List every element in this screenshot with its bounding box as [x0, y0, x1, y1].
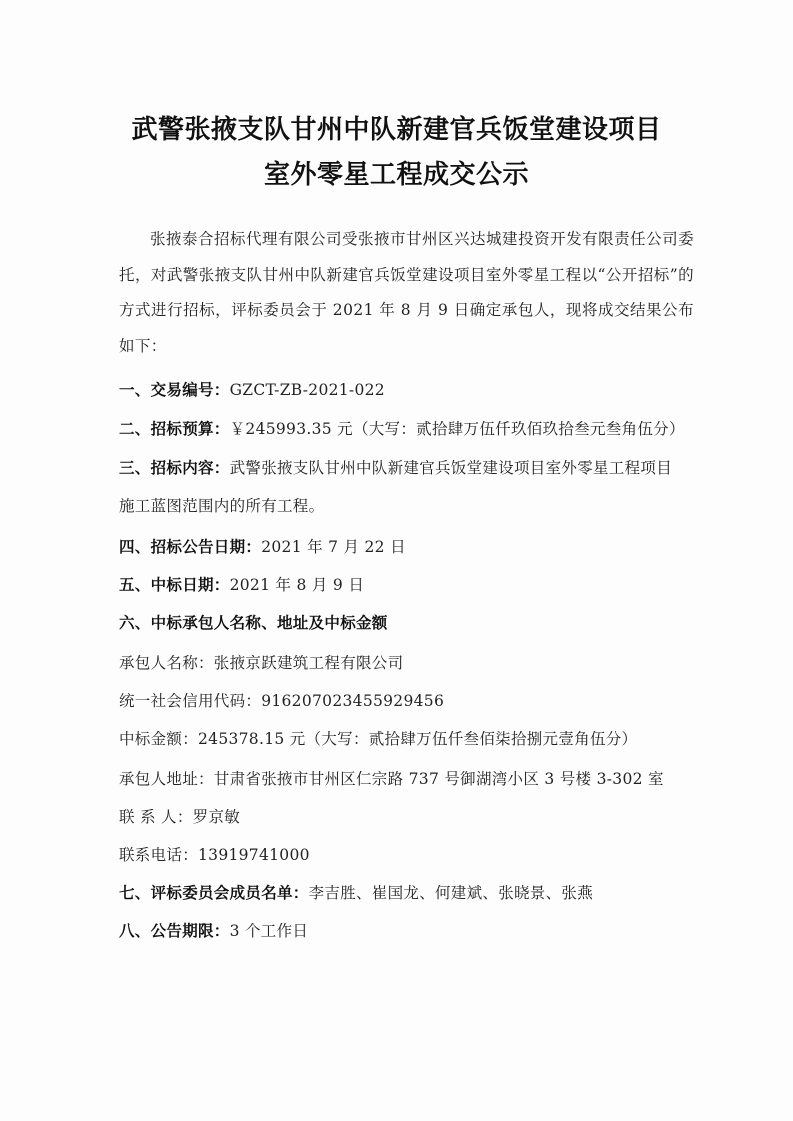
section-value: 武警张掖支队甘州中队新建官兵饭堂建设项目室外零星工程项目 [229, 459, 673, 477]
section-value: ￥245993.35 元（大写：贰拾肆万伍仟玖佰玖拾叁元叁角伍分） [229, 420, 685, 438]
section-tender-content-continued: 施工蓝图范围内的所有工程。 [119, 497, 325, 515]
contact-phone: 联系电话：13919741000 [119, 846, 310, 864]
section-label: 二、招标预算： [119, 420, 230, 438]
section-notice-period [119, 919, 699, 941]
section-label: 一、交易编号： [119, 381, 230, 399]
section-value: 2021 年 7 月 22 日 [261, 538, 406, 556]
section-label: 五、中标日期： [119, 576, 230, 594]
intro-paragraph: 张掖泰合招标代理有限公司受张掖市甘州区兴达城建投资开发有限责任公司委托，对武警张掖支队甘州中队新建官兵饭堂建设项目室外零星工程以“公开招标”的方式进行招标，评标委员会于 2021 年 8 月 9 日确定承包人，现将成交结果公布如下： [119, 230, 694, 355]
contact-person: 联 系 人：罗京敏 [119, 808, 241, 826]
bid-amount: 中标金额：245378.15 元（大写：贰拾肆万伍仟叁佰柒拾捌元壹角伍分） [119, 730, 638, 748]
section-committee-members [119, 881, 699, 903]
section-contractor-heading: 六、中标承包人名称、地址及中标金额 [119, 614, 388, 632]
section-announcement-date [119, 535, 699, 557]
credit-code: 统一社会信用代码：916207023455929456 [119, 692, 445, 710]
section-value: 2021 年 8 月 9 日 [229, 576, 365, 594]
section-label: 四、招标公告日期： [119, 538, 262, 556]
section-tender-budget [119, 417, 699, 439]
section-value: GZCT-ZB-2021-022 [229, 381, 385, 399]
contractor-name: 承包人名称：张掖京跃建筑工程有限公司 [119, 654, 404, 672]
section-transaction-number [119, 378, 699, 400]
contractor-address: 承包人地址：甘肃省张掖市甘州区仁宗路 737 号御湖湾小区 3 号楼 3-302 室 [119, 770, 664, 788]
section-value: 3 个工作日 [229, 922, 309, 940]
document-title-line-2: 室外零星工程成交公示 [263, 160, 529, 190]
section-label: 七、评标委员会成员名单： [119, 884, 309, 902]
section-label: 三、招标内容： [119, 459, 230, 477]
section-award-date [119, 573, 699, 595]
document-title-line-1: 武警张掖支队甘州中队新建官兵饭堂建设项目 [131, 115, 662, 145]
section-label: 八、公告期限： [119, 922, 230, 940]
section-tender-content [119, 456, 699, 478]
section-value: 李吉胜、崔国龙、何建斌、张晓景、张燕 [308, 884, 594, 902]
